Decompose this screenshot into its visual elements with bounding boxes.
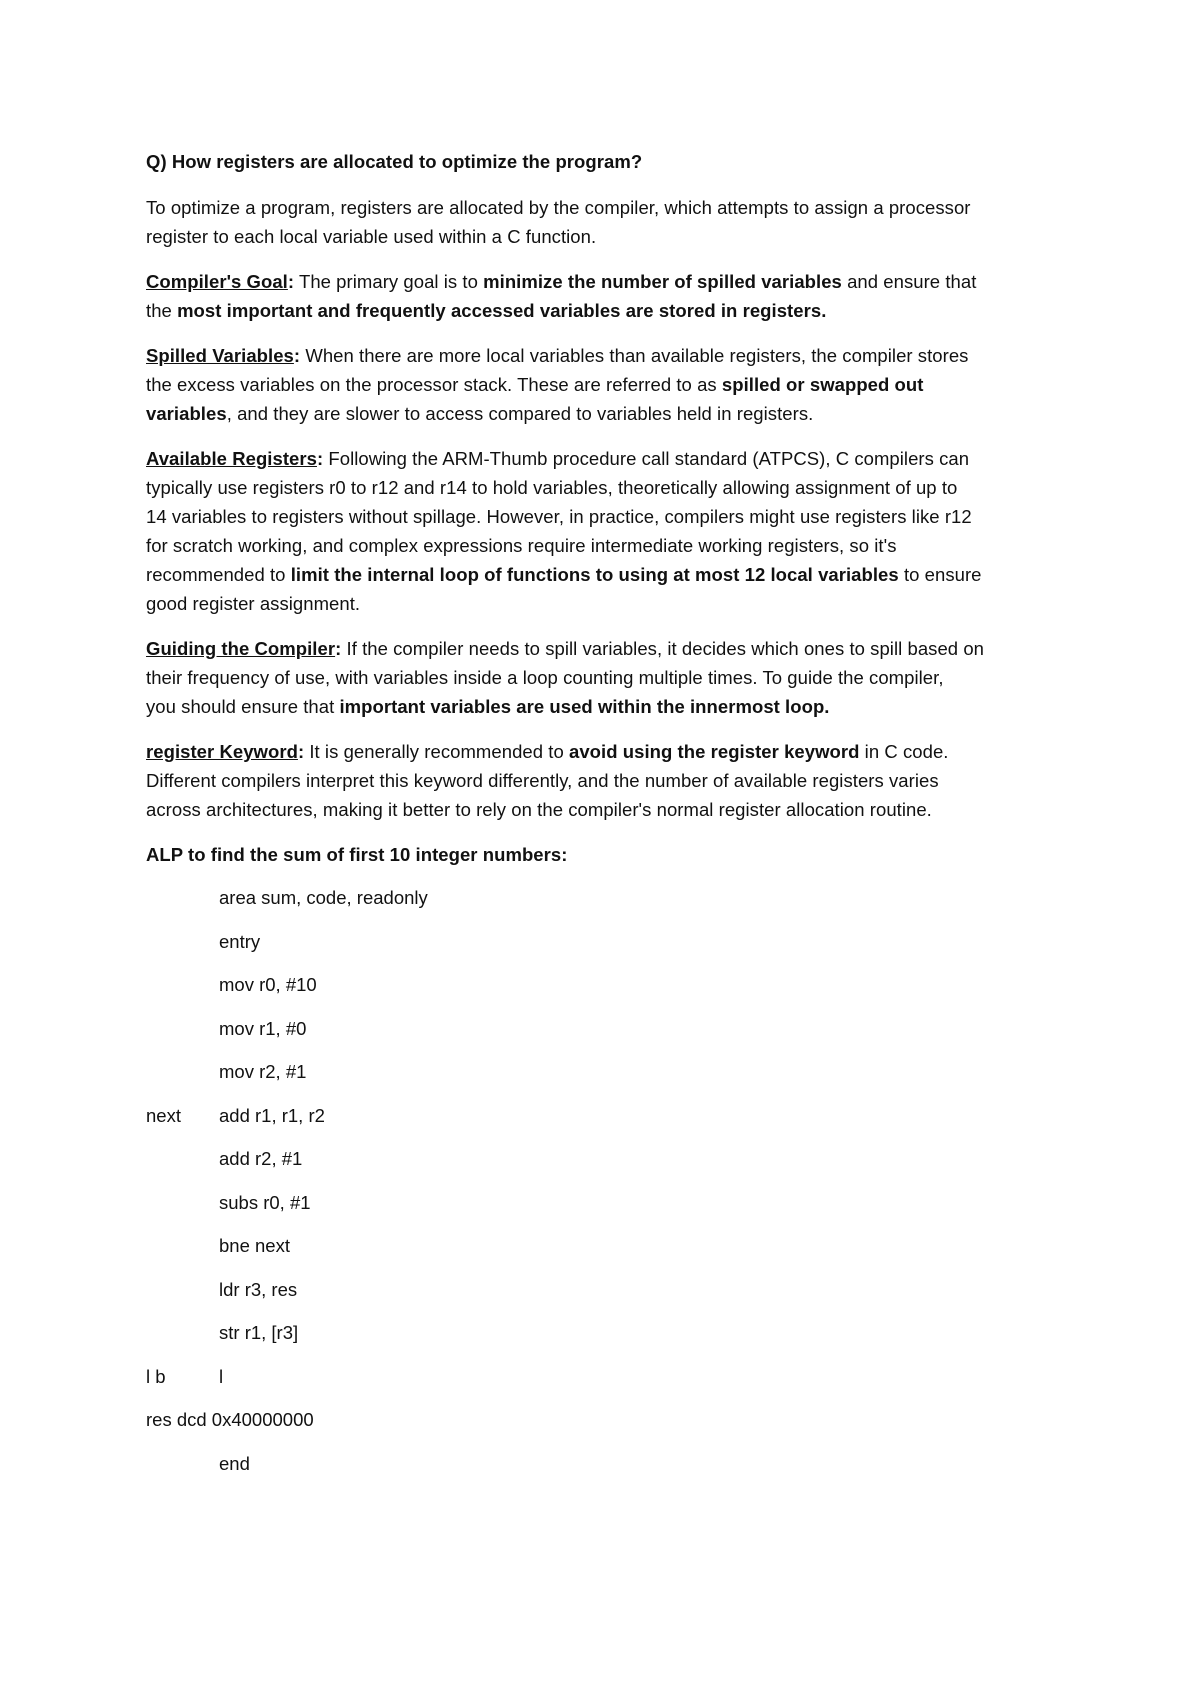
available-text-6: to ensure — [898, 564, 982, 585]
available-text-3: 14 variables to registers without spillage. However, in practice, compilers might use registers like r12 — [146, 506, 972, 527]
available-bold-1: limit the internal loop of functions to using at most 12 local variables — [290, 564, 899, 585]
code-line — [146, 1405, 1076, 1449]
code-instruction: add r2, #1 — [219, 1148, 303, 1169]
code-line — [146, 1014, 1076, 1058]
available-text-1: Following the ARM-Thumb procedure call standard (ATPCS), C compilers can — [323, 448, 970, 469]
available-text-4: for scratch working, and complex expressions require intermediate working registers, so it's — [146, 535, 897, 556]
compiler-goal-bold-1: minimize the number of spilled variables — [483, 271, 842, 292]
available-registers-colon: : — [316, 448, 324, 469]
code-label: res dcd 0x40000000 — [146, 1409, 314, 1430]
code-line — [146, 1362, 1076, 1406]
compiler-goal-text-1: The primary goal is to — [294, 271, 484, 292]
code-label: next — [146, 1104, 181, 1126]
available-registers-paragraph — [146, 444, 1076, 618]
code-instruction: subs r0, #1 — [219, 1191, 311, 1213]
spilled-variables-colon: : — [293, 345, 301, 366]
code-line — [146, 1057, 1076, 1101]
compiler-goal-text-3: the — [146, 300, 178, 321]
available-text-5: recommended to — [146, 564, 291, 585]
code-instruction: ldr r3, res — [219, 1278, 298, 1300]
code-instruction: add r1, r1, r2 — [219, 1104, 325, 1126]
intro-line-1: To optimize a program, registers are allocated by the compiler, which attempts to assign a processor — [146, 197, 971, 218]
compiler-goal-paragraph — [146, 267, 1076, 325]
code-instruction: bne next — [219, 1235, 290, 1256]
register-kw-text-4: across architectures, making it better to rely on the compiler's normal register allocation routine. — [146, 799, 932, 820]
spilled-text-2: the excess variables on the processor stack. These are referred to as — [146, 374, 722, 395]
register-keyword-label: register Keyword — [146, 741, 298, 762]
code-line — [146, 970, 1076, 1014]
available-text-7: good register assignment. — [146, 593, 361, 614]
code-instruction: l — [219, 1365, 224, 1387]
spilled-text-1: When there are more local variables than available registers, the compiler stores — [300, 345, 969, 366]
code-instruction: entry — [219, 930, 261, 952]
intro-paragraph — [146, 193, 1076, 251]
code-instruction: mov r0, #10 — [219, 974, 317, 995]
code-instruction: mov r1, #0 — [219, 1017, 307, 1039]
register-keyword-colon: : — [297, 741, 305, 762]
guiding-text-1: If the compiler needs to spill variables, it decides which ones to spill based on — [341, 638, 985, 659]
code-line — [146, 1144, 1076, 1188]
alp-title: ALP to find the sum of first 10 integer numbers: — [146, 844, 568, 865]
code-instruction: area sum, code, readonly — [219, 887, 428, 908]
code-label: l b — [146, 1365, 166, 1387]
code-line — [146, 883, 1076, 927]
code-line — [146, 1101, 1076, 1145]
register-keyword-paragraph — [146, 737, 1076, 824]
spilled-variables-label: Spilled Variables — [146, 345, 294, 366]
code-line — [146, 927, 1076, 971]
compiler-goal-bold-2: most important and frequently accessed variables are stored in registers. — [177, 300, 827, 321]
guiding-text-2: their frequency of use, with variables inside a loop counting multiple times. To guide the compiler, — [146, 667, 944, 688]
spilled-text-3: , and they are slower to access compared to variables held in registers. — [226, 403, 814, 424]
compiler-goal-colon: : — [287, 271, 295, 292]
intro-line-2: register to each local variable used within a C function. — [146, 226, 597, 247]
code-line — [146, 1231, 1076, 1275]
guiding-text-3: you should ensure that — [146, 696, 340, 717]
code-instruction: mov r2, #1 — [219, 1061, 307, 1082]
guiding-compiler-paragraph — [146, 634, 1076, 721]
document-page — [146, 147, 1076, 1492]
guiding-bold-1: important variables are used within the innermost loop. — [339, 696, 830, 717]
code-instruction: str r1, [r3] — [219, 1322, 299, 1343]
spilled-variables-paragraph — [146, 341, 1076, 428]
register-kw-text-2: in C code. — [859, 741, 949, 762]
code-line — [146, 1188, 1076, 1232]
register-kw-text-1: It is generally recommended to — [304, 741, 569, 762]
compiler-goal-text-2: and ensure that — [841, 271, 977, 292]
code-line — [146, 1318, 1076, 1362]
register-kw-text-3: Different compilers interpret this keyword differently, and the number of available registers varies — [146, 770, 939, 791]
code-instruction: end — [219, 1452, 250, 1474]
spilled-bold-2: variables — [146, 403, 227, 424]
guiding-compiler-label: Guiding the Compiler — [146, 638, 336, 659]
register-kw-bold-1: avoid using the register keyword — [569, 741, 860, 762]
assembly-code-block — [146, 883, 1076, 1492]
spilled-bold-1: spilled or swapped out — [721, 374, 924, 395]
compiler-goal-label: Compiler's Goal — [146, 271, 288, 292]
available-registers-label: Available Registers — [146, 448, 317, 469]
available-text-2: typically use registers r0 to r12 and r14 to hold variables, theoretically allowing assignment of up to — [146, 477, 958, 498]
code-line — [146, 1449, 1076, 1493]
code-line — [146, 1275, 1076, 1319]
question-heading: Q) How registers are allocated to optimize the program? — [146, 151, 643, 172]
guiding-compiler-colon: : — [335, 638, 342, 659]
